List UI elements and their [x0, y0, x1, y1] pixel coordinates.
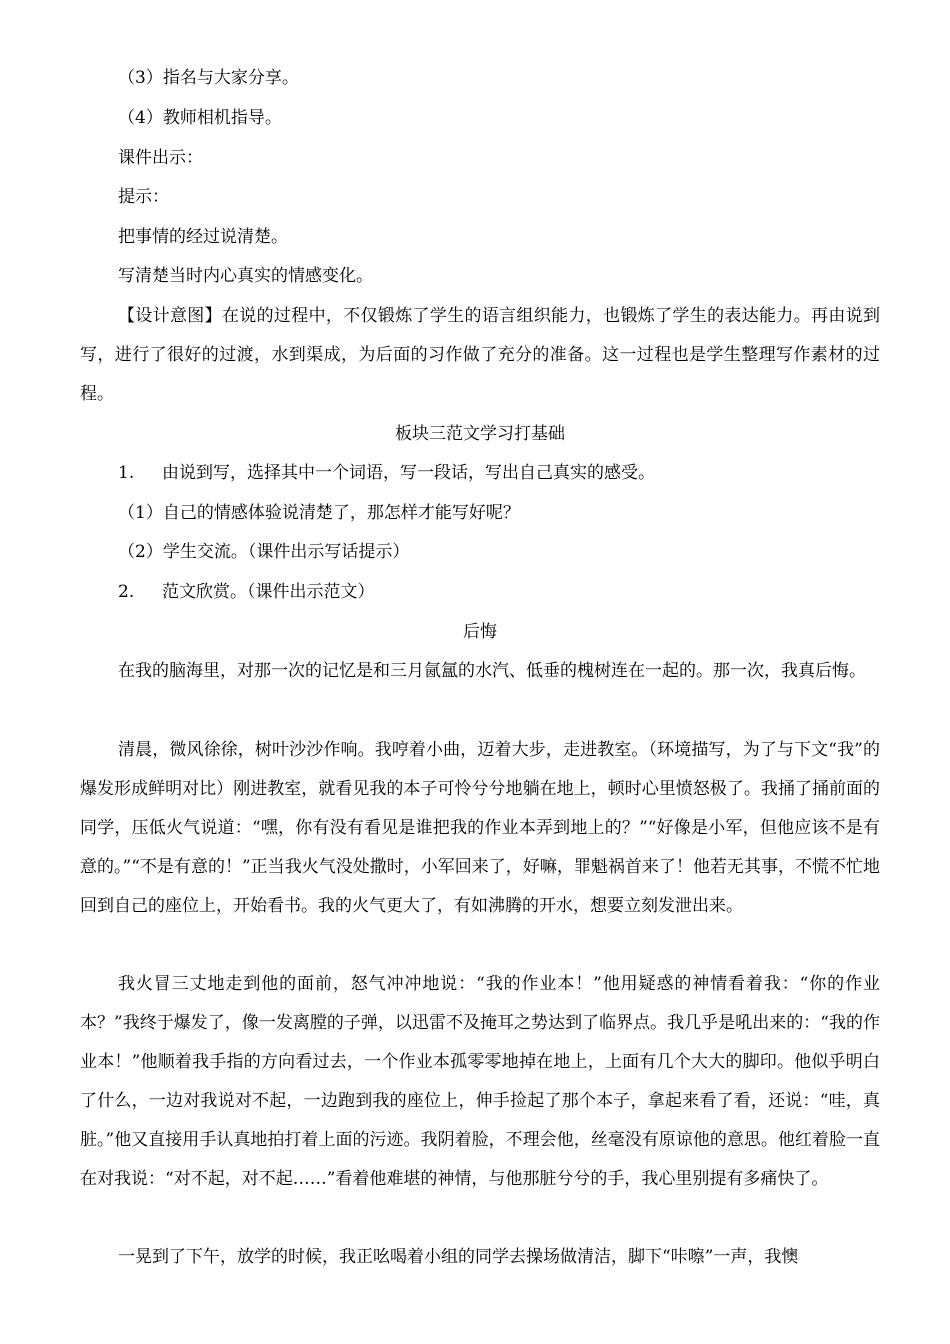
section-heading: 板块三范文学习打基础: [395, 424, 565, 444]
design-intent-paragraph: 【设计意图】在说的过程中，不仅锻炼了学生的语言组织能力，也锻炼了学生的表达能力。再由说到写，进行了很好的过渡，水到渠成，为后面的习作做了充分的准备。这一过程也是学生整理写作素材的过程。: [80, 306, 880, 404]
essay-paragraph-2: 清晨，微风徐徐，树叶沙沙作响。我哼着小曲，迈着大步，走进教室。（环境描写，为了与下文“我”的爆发形成鲜明对比）刚进教室，就看见我的本子可怜兮兮地躺在地上，顿时心里愤怒极了。我捅了捅前面的同学，压低火气说道：“嘿，你有没有看见是谁把我的作业本弄到地上的？”“好像是小军，但他应该不是有意的。”“不是有意的！”正当我火气没处撒时，小军回来了，好嘛，罪魁祸首来了！他若无其事，不慌不忙地回到自己的座位上，开始看书。我的火气更大了，有如沸腾的开水，想要立刻发泄出来。: [80, 740, 880, 916]
sub-item-1: （1）自己的情感体验说清楚了，那怎样才能写好呢？: [118, 503, 520, 523]
essay-paragraph-3: 我火冒三丈地走到他的面前，怒气冲冲地说：“我的作业本！”他用疑惑的神情看着我：“你的作业本？”我终于爆发了，像一发离膛的子弹，以迅雷不及掩耳之势达到了临界点。我几乎是吼出来的：“我的作业本！”他顺着我手指的方向看过去，一个作业本孤零零地掉在地上，上面有几个大大的脚印。他似乎明白了什么，一边对我说对不起，一边跑到我的座位上，伸手捡起了那个本子，拿起来看了看，还说：“哇，真脏。”他又直接用手认真地拍打着上面的污迹。我阴着脸，不理会他，丝毫没有原谅他的意思。他红着脸一直在对我说：“对不起，对不起……”看着他难堪的神情，与他那脏兮兮的手，我心里别提有多痛快了。: [80, 974, 880, 1189]
list-item-1-text: 由说到写，选择其中一个词语，写一段话，写出自己真实的感受。: [162, 463, 655, 483]
list-item-2: [118, 582, 375, 602]
courseware-label: 课件出示：: [118, 148, 203, 168]
essay-title: 后悔: [463, 622, 497, 642]
list-item-1-number: 1.: [118, 463, 135, 483]
list-item-1: [118, 463, 655, 483]
hint-label: 提示：: [118, 187, 169, 207]
list-item-2-number: 2.: [118, 582, 135, 602]
hint-1: 把事情的经过说清楚。: [118, 227, 288, 247]
essay-paragraph-1: 在我的脑海里，对那一次的记忆是和三月氤氲的水汽、低垂的槐树连在一起的。那一次，我真后悔。: [118, 661, 866, 681]
essay-paragraph-4: 一晃到了下午，放学的时候，我正吆喝着小组的同学去操场做清洁，脚下“咔嚓”一声，我懊: [118, 1247, 799, 1267]
step-4: （4）教师相机指导。: [118, 108, 282, 128]
sub-item-2: （2）学生交流。（课件出示写话提示）: [118, 542, 410, 562]
list-item-2-text: 范文欣赏。（课件出示范文）: [162, 582, 375, 602]
step-3: （3）指名与大家分享。: [118, 68, 299, 88]
hint-2: 写清楚当时内心真实的情感变化。: [118, 266, 373, 286]
